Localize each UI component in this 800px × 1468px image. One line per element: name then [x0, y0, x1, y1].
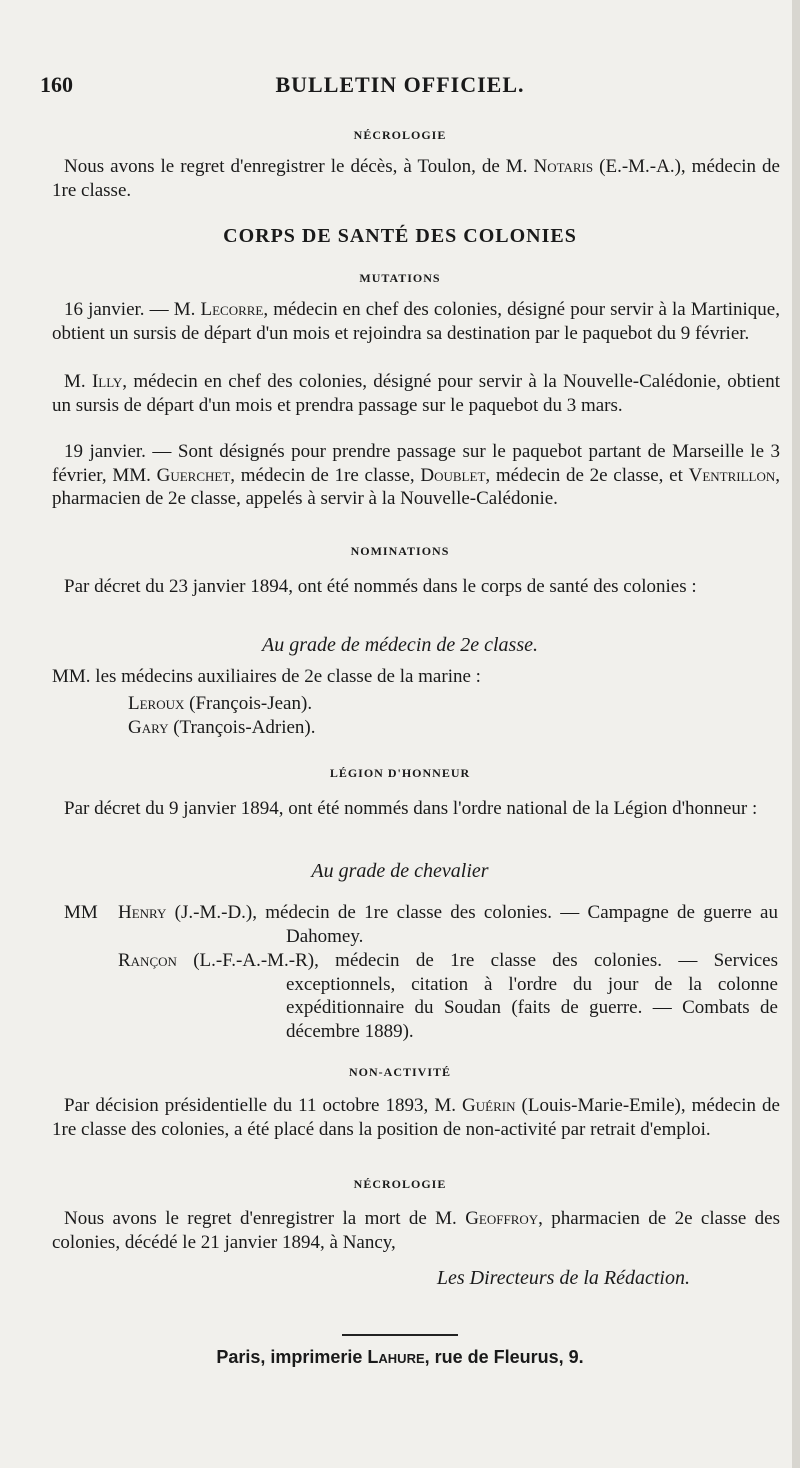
page-number: 160	[40, 72, 73, 97]
grade-heading-medecin: Au grade de médecin de 2e classe.	[261, 634, 538, 656]
non-activite-paragraph: Par décision présidentielle du 11 octobre 1893, M. Guérin (Louis-Marie-Emile), médecin de 1re classe des colonies, a été placé dans la position de non-activité par retrait d'emploi.	[52, 1095, 780, 1140]
nominee-2: Gary (Trançois-Adrien).	[128, 717, 316, 738]
nominee-1: Leroux (François-Jean).	[128, 693, 313, 714]
necrologie-heading-2: NÉCROLOGIE	[353, 1177, 447, 1191]
page-edge-shadow	[792, 0, 800, 1468]
necrologie-paragraph-1: Nous avons le regret d'enregistrer le décès, à Toulon, de M. Notaris (E.-M.-A.), médecin de 1re classe.	[52, 156, 780, 201]
necrologie-heading-1: NÉCROLOGIE	[353, 128, 447, 142]
non-activite-heading: NON-ACTIVITÉ	[348, 1065, 451, 1079]
imprint-footer: Paris, imprimerie Lahure, rue de Fleurus, 9.	[216, 1347, 584, 1367]
bulletin-title: BULLETIN OFFICIEL.	[275, 72, 525, 97]
necrologie-paragraph-2: Nous avons le regret d'enregistrer la mort de M. Geoffroy, pharmacien de 2e classe des colonies, décédé le 21 janvier 1894, à Nancy,	[52, 1208, 780, 1253]
legion-heading: LÉGION D'HONNEUR	[329, 766, 471, 780]
mutations-paragraph-2: M. Illy, médecin en chef des colonies, désigné pour servir à la Nouvelle-Calédonie, obtient un sursis de départ d'un mois et prendra passage sur le paquebot du 3 mars.	[52, 371, 780, 416]
legion-entry-2: Rançon (L.-F.-A.-M.-R), médecin de 1re classe des colonies. — Services exceptionnels, citation à l'ordre du jour de la colonne expéditionnaire du Soudan (faits de guerre. — Combats de décembre 1889).	[118, 950, 778, 1042]
nominations-paragraph-1: Par décret du 23 janvier 1894, ont été nommés dans le corps de santé des colonies :	[64, 576, 697, 597]
grade-heading-chevalier: Au grade de chevalier	[311, 860, 489, 882]
footer-divider	[342, 1334, 458, 1336]
mutations-heading: MUTATIONS	[359, 271, 441, 285]
mm-label: MM	[64, 902, 98, 923]
section-title-corps-sante: CORPS DE SANTÉ DES COLONIES	[223, 225, 577, 247]
nominations-heading: NOMINATIONS	[350, 544, 450, 558]
legion-paragraph-1: Par décret du 9 janvier 1894, ont été nommés dans l'ordre national de la Légion d'honneur :	[64, 798, 758, 819]
person-name: Notaris	[533, 156, 594, 177]
mutations-paragraph-1: 16 janvier. — M. Lecorre, médecin en chef des colonies, désigné pour servir à la Martinique, obtient un sursis de départ d'un mois et rejoindra sa destination par le paquebot du 9 février.	[52, 299, 780, 344]
legion-entry-1: Henry (J.-M.-D.), médecin de 1re classe des colonies. — Campagne de guerre au Dahomey.	[118, 902, 778, 947]
mutations-paragraph-3: 19 janvier. — Sont désignés pour prendre passage sur le paquebot partant de Marseille le 3 février, MM. Guerchet, médecin de 1re classe, Doublet, médecin de 2e classe, et Ventrillon, pharmacien de 2e classe, appelés à servir à la Nouvelle-Calédonie.	[52, 441, 780, 509]
signature-line: Les Directeurs de la Rédaction.	[436, 1267, 690, 1289]
nominations-paragraph-2: MM. les médecins auxiliaires de 2e classe de la marine :	[52, 666, 481, 687]
